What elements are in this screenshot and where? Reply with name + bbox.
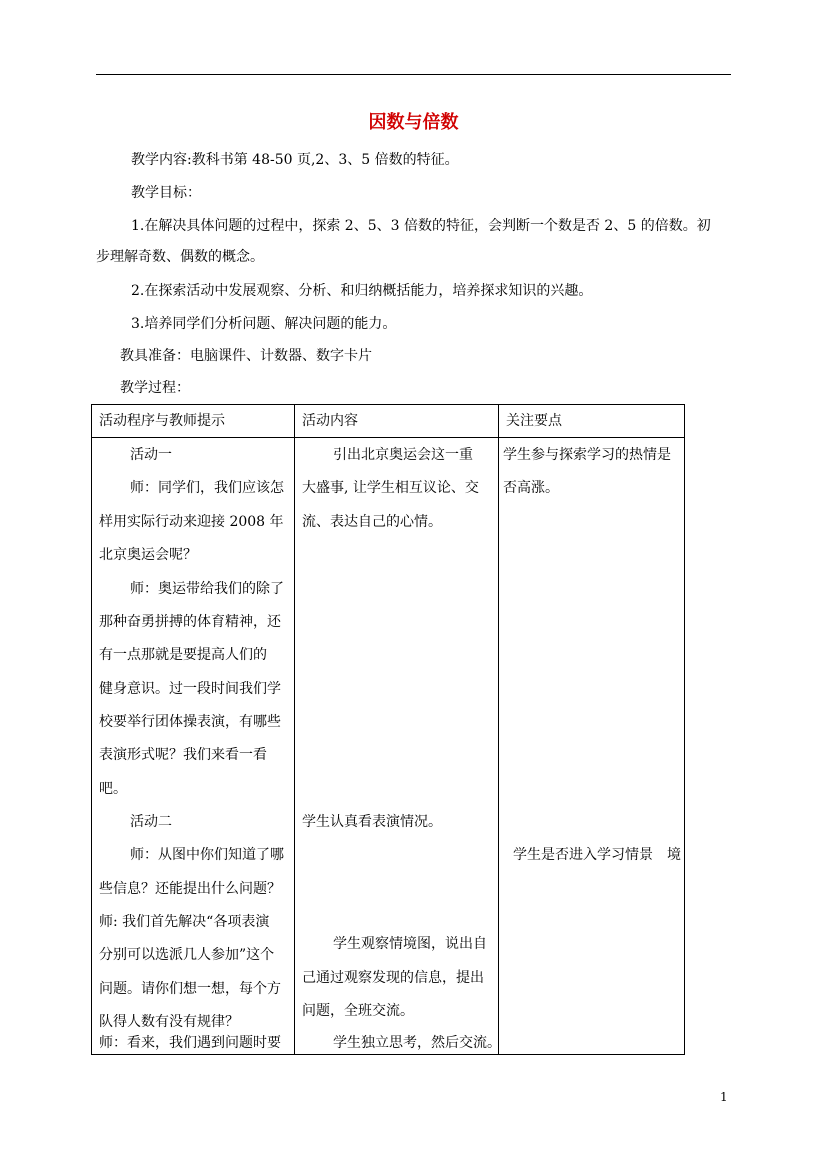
procedure-line: 有一点那就是要提高人们的 [99, 647, 267, 663]
goal-1-line-2: 步理解奇数、偶数的概念。 [96, 249, 264, 265]
procedure-line: 样用实际行动来迎接 2008 年 [99, 514, 284, 530]
goal-2: 2.在探索活动中发展观察、分析、和归纳概括能力，培养探求知识的兴趣。 [131, 283, 593, 299]
procedure-line: 师：看来，我们遇到问题时要 [99, 1035, 281, 1051]
content-line: 学生观察情境图，说出自 [333, 936, 487, 952]
table-cell-content [295, 438, 499, 1055]
procedure-line: 那种奋勇拼搏的体育精神，还 [99, 614, 281, 630]
procedure-line: 队得人数有没有规律？ [99, 1014, 239, 1030]
goal-1-line-1: 1.在解决具体问题的过程中，探索 2、5、3 倍数的特征，会判断一个数是否 2、5 的倍数。初 [131, 218, 711, 234]
table-header-cell [499, 405, 685, 438]
teaching-process-table [91, 404, 685, 1055]
document-title: 因数与倍数 [368, 112, 459, 133]
procedure-line: 师：同学们，我们应该怎 [130, 480, 284, 496]
content-line: 学生独立思考，然后交流。 [333, 1035, 501, 1051]
content-line: 问题，全班交流。 [302, 1003, 414, 1019]
procedure-line: 校要举行团体操表演，有哪些 [99, 714, 281, 730]
procedure-line: 分别可以选派几人参加”这个 [99, 947, 275, 963]
header-focus-points: 关注要点 [506, 413, 562, 429]
content-line: 教学内容:教科书第 48-50 页,2、3、5 倍数的特征。 [131, 152, 459, 168]
table-header-cell [295, 405, 499, 438]
focus-line: 否高涨。 [503, 480, 559, 496]
table-header-cell [92, 405, 295, 438]
procedure-line: 师：从图中你们知道了哪 [130, 847, 284, 863]
procedure-line: 师: 我们首先解决“各项表演 [99, 914, 270, 930]
content-line: 己通过观察发现的信息，提出 [302, 970, 484, 986]
content-line: 大盛事, 让学生相互议论、交 [302, 480, 479, 496]
focus-line: 学生参与探索学习的热情是 [503, 447, 671, 463]
content-line: 引出北京奥运会这一重 [333, 447, 473, 463]
goals-heading: 教学目标： [131, 185, 201, 201]
content-line: 流、表达自己的心情。 [302, 514, 442, 530]
process-heading: 教学过程： [120, 380, 190, 396]
procedure-line: 活动二 [130, 814, 172, 830]
procedure-line: 表演形式呢？我们来看一看 [99, 747, 267, 763]
header-activity-procedure: 活动程序与教师提示 [99, 413, 225, 429]
focus-line: 学生是否进入学习情景 境 [513, 847, 681, 863]
goal-3: 3.培养同学们分析问题、解决问题的能力。 [131, 316, 397, 332]
table-header-row [92, 405, 685, 438]
procedure-line: 师：奥运带给我们的除了 [130, 581, 284, 597]
procedure-line: 健身意识。过一段时间我们学 [99, 681, 281, 697]
table-row [92, 438, 685, 1055]
header-rule [96, 74, 731, 75]
procedure-line: 些信息？还能提出什么问题？ [99, 881, 281, 897]
header-activity-content: 活动内容 [302, 413, 358, 429]
content-line: 学生认真看表演情况。 [302, 814, 442, 830]
table-cell-procedure [92, 438, 295, 1055]
materials-line: 教具准备：电脑课件、计数器、数字卡片 [120, 348, 372, 364]
procedure-line: 问题。请你们想一想，每个方 [99, 981, 281, 997]
procedure-line: 北京奥运会呢？ [99, 547, 197, 563]
table-cell-focus [499, 438, 685, 1055]
procedure-line: 吧。 [99, 781, 127, 797]
page-number: 1 [720, 1090, 728, 1104]
procedure-line: 活动一 [130, 447, 172, 463]
